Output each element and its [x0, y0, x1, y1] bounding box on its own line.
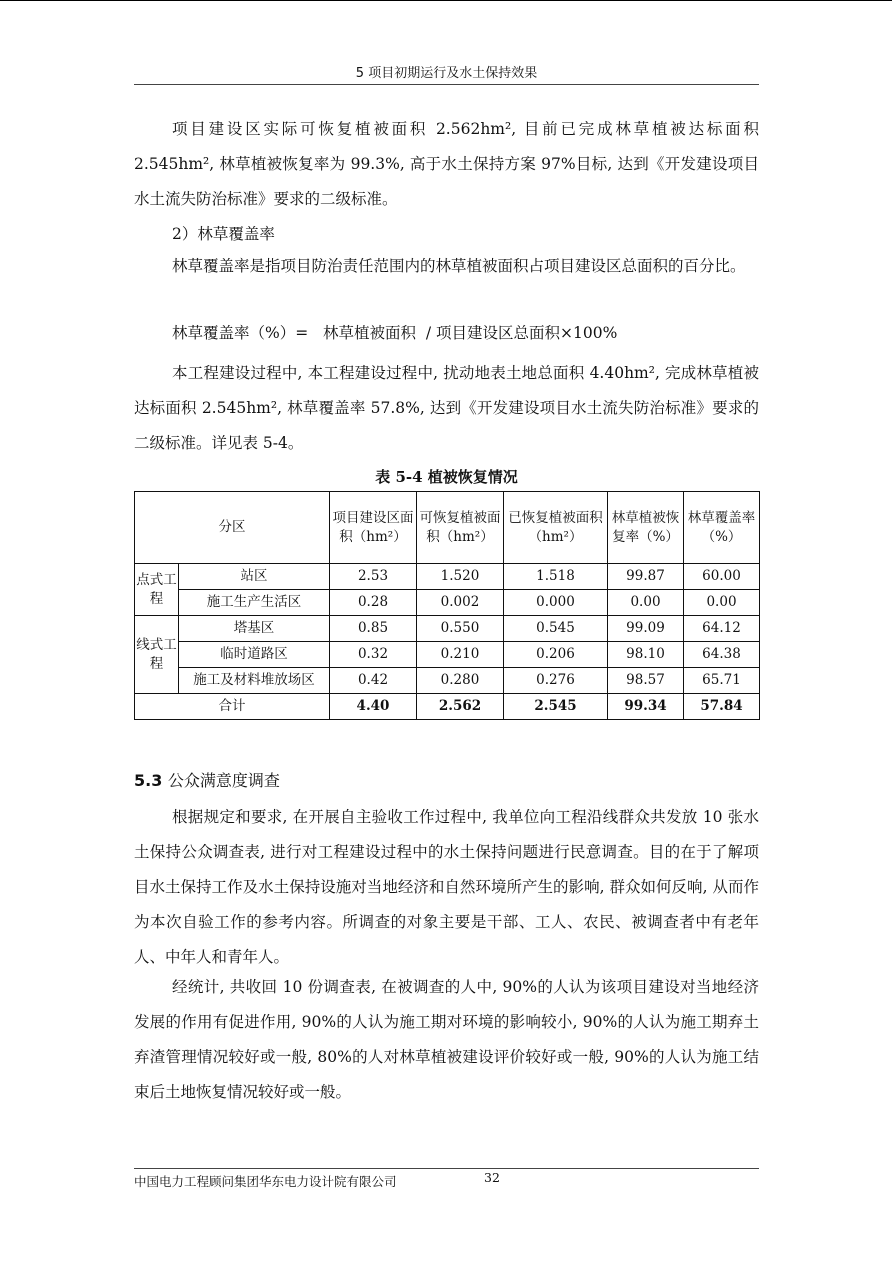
total-restored: 2.545	[504, 694, 608, 720]
cell-area: 2.53	[330, 564, 417, 590]
cell-recoverable: 0.550	[417, 616, 504, 642]
vegetation-recovery-table	[134, 491, 760, 720]
row-name: 临时道路区	[179, 642, 330, 668]
cell-rate: 0.00	[608, 590, 684, 616]
cell-area: 0.42	[330, 668, 417, 694]
row-name: 施工生产生活区	[179, 590, 330, 616]
total-area: 4.40	[330, 694, 417, 720]
cell-coverage: 64.12	[684, 616, 760, 642]
cell-coverage: 60.00	[684, 564, 760, 590]
table-row	[135, 564, 760, 590]
header-coverage: 林草覆盖率（%）	[684, 492, 760, 564]
total-coverage: 57.84	[684, 694, 760, 720]
page-number: 32	[484, 1170, 500, 1185]
cell-rate: 99.87	[608, 564, 684, 590]
cell-area: 0.28	[330, 590, 417, 616]
section-number: 5.3	[134, 771, 163, 790]
footer-company: 中国电力工程顾问集团华东电力设计院有限公司	[134, 1174, 397, 1189]
table-header-row	[135, 492, 760, 564]
coverage-formula: 林草覆盖率（%）= 林草植被面积 / 项目建设区总面积×100%	[172, 324, 618, 342]
cell-coverage: 64.38	[684, 642, 760, 668]
total-label: 合计	[135, 694, 330, 720]
paragraph-survey-result: 经统计, 共收回 10 份调查表, 在被调查的人中, 90%的人认为该项目建设对当地经济发展的作用有促进作用, 90%的人认为施工期对环境的影响较小, 90%的人认为施工期弃土弃渣管理情况较好或一般, 80%的人对林草植被建设评价较好或一般, 90%的人认为施工结束后土地恢复情况较好或一般。	[134, 978, 759, 1101]
cell-coverage: 0.00	[684, 590, 760, 616]
cell-coverage: 65.71	[684, 668, 760, 694]
paragraph-coverage-result: 本工程建设过程中, 本工程建设过程中, 扰动地表土地总面积 4.40hm², 完成林草植被达标面积 2.545hm², 林草覆盖率 57.8%, 达到《开发建设项目水土流失防治标准》要求的二级标准。详见表 5-4。	[134, 364, 759, 452]
header-restored: 已恢复植被面积（hm²）	[504, 492, 608, 564]
cell-restored: 0.206	[504, 642, 608, 668]
total-recoverable: 2.562	[417, 694, 504, 720]
table-total-row	[135, 694, 760, 720]
table-caption: 表 5-4 植被恢复情况	[375, 468, 518, 486]
cell-restored: 0.545	[504, 616, 608, 642]
header-recoverable: 可恢复植被面积（hm²）	[417, 492, 504, 564]
header-restore-rate: 林草植被恢复率（%）	[608, 492, 684, 564]
cell-restored: 0.000	[504, 590, 608, 616]
table-row	[135, 668, 760, 694]
table-row	[135, 590, 760, 616]
group-line-project: 线式工程	[135, 616, 179, 694]
total-rate: 99.34	[608, 694, 684, 720]
table-row	[135, 616, 760, 642]
subheading-forest-coverage: 2）林草覆盖率	[172, 225, 275, 243]
row-name: 塔基区	[179, 616, 330, 642]
cell-rate: 98.10	[608, 642, 684, 668]
cell-restored: 0.276	[504, 668, 608, 694]
top-border	[0, 0, 892, 1]
cell-area: 0.85	[330, 616, 417, 642]
cell-recoverable: 0.002	[417, 590, 504, 616]
cell-area: 0.32	[330, 642, 417, 668]
section-heading	[134, 768, 280, 791]
row-name: 施工及材料堆放场区	[179, 668, 330, 694]
cell-rate: 99.09	[608, 616, 684, 642]
header-area: 项目建设区面积（hm²）	[330, 492, 417, 564]
cell-restored: 1.518	[504, 564, 608, 590]
section-title: 公众满意度调查	[167, 771, 280, 790]
footer-rule	[134, 1168, 759, 1169]
paragraph-coverage-definition: 林草覆盖率是指项目防治责任范围内的林草植被面积占项目建设区总面积的百分比。	[172, 257, 746, 275]
header-zone: 分区	[135, 492, 330, 564]
paragraph-survey-method: 根据规定和要求, 在开展自主验收工作过程中, 我单位向工程沿线群众共发放 10 张水土保持公众调查表, 进行对工程建设过程中的水土保持问题进行民意调查。目的在于了解项目水土保持工作及水土保持设施对当地经济和自然环境所产生的影响, 群众如何反响, 从而作为本次自验工作的参考内容。所调查的对象主要是干部、工人、农民、被调查者中有老年人、中年人和青年人。	[134, 808, 759, 966]
cell-recoverable: 0.280	[417, 668, 504, 694]
cell-rate: 98.57	[608, 668, 684, 694]
group-point-project: 点式工程	[135, 564, 179, 616]
paragraph-vegetation-recovery: 项目建设区实际可恢复植被面积 2.562hm², 目前已完成林草植被达标面积 2.545hm², 林草植被恢复率为 99.3%, 高于水土保持方案 97%目标, 达到《开发建设项目水土流失防治标准》要求的二级标准。	[134, 120, 759, 208]
table-row	[135, 642, 760, 668]
cell-recoverable: 1.520	[417, 564, 504, 590]
header-rule	[134, 84, 759, 85]
running-header: 5 项目初期运行及水土保持效果	[355, 66, 538, 81]
cell-recoverable: 0.210	[417, 642, 504, 668]
row-name: 站区	[179, 564, 330, 590]
